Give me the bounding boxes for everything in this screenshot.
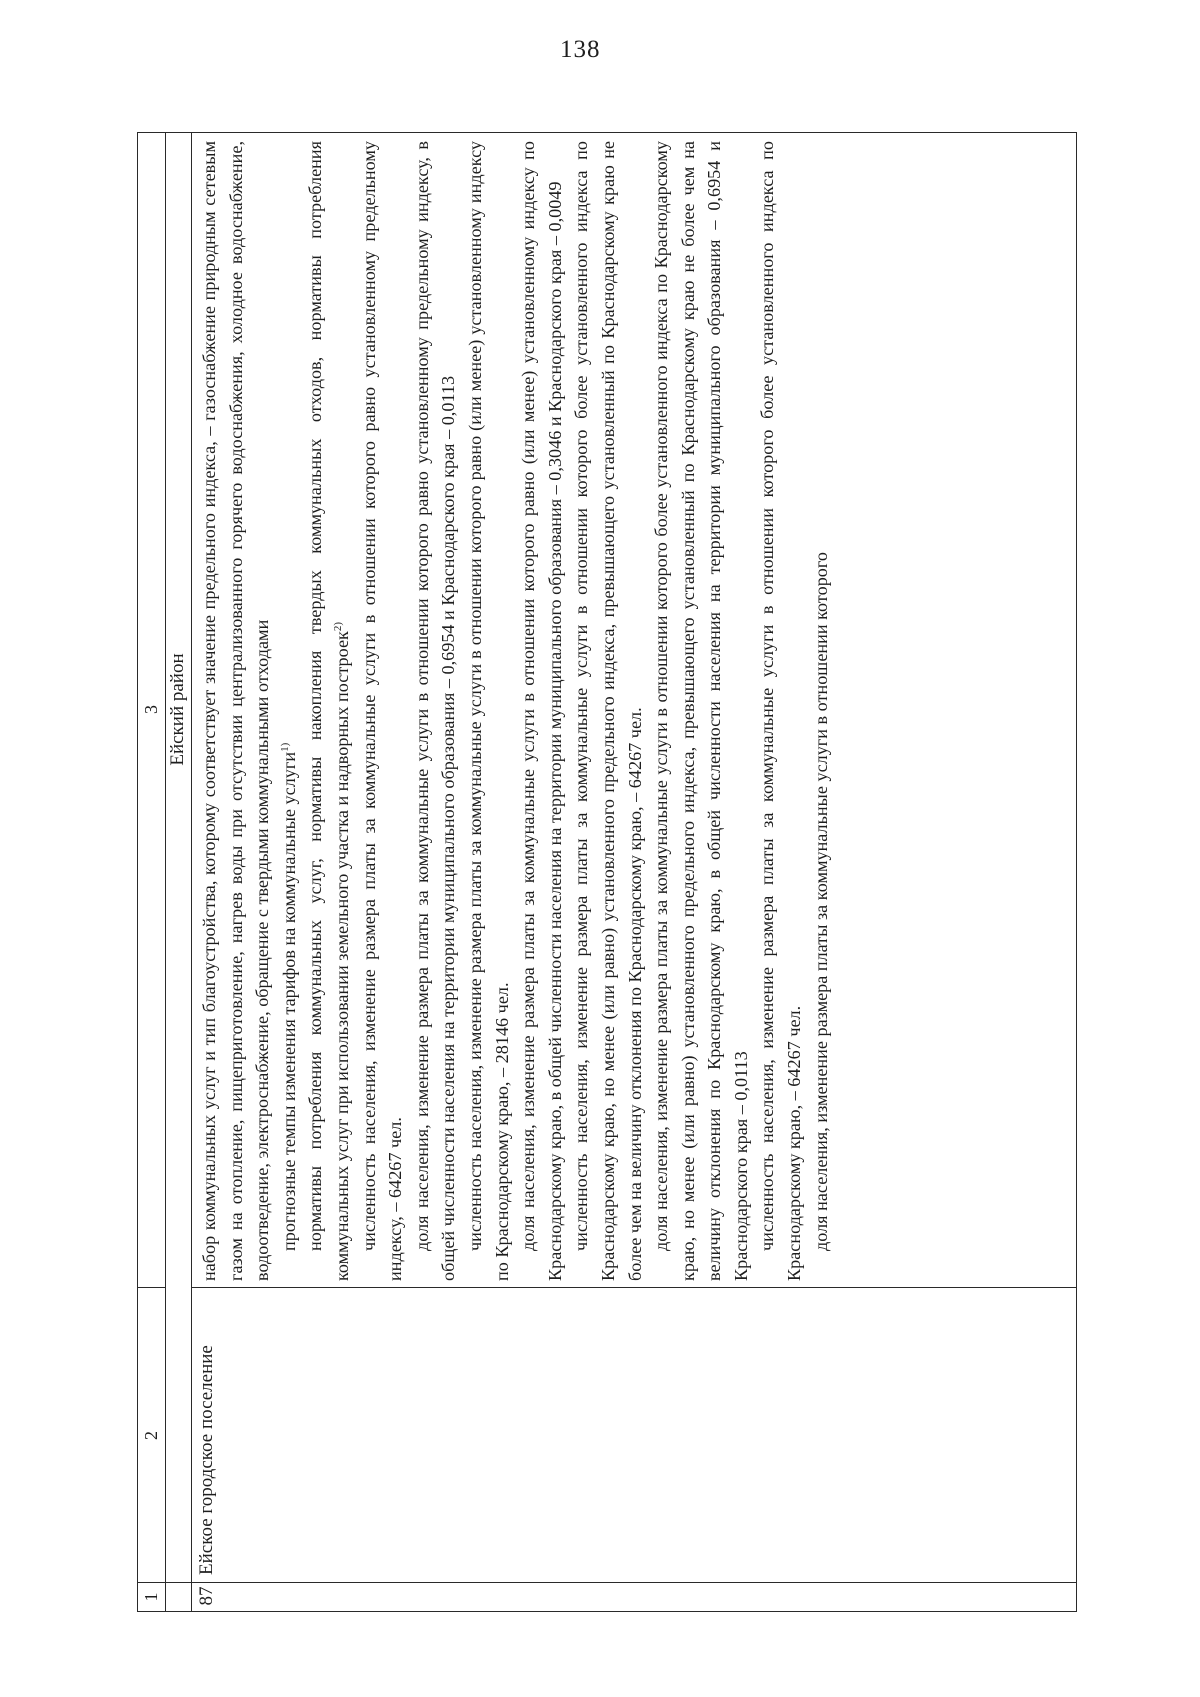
page-number: 138 (560, 36, 601, 63)
population-above-regional-within-deviation: численность населения, изменение размера платы за коммунальные услуги в отношении которого более установленного индекса по Краснодарскому краю, но менее (или равно) установленного предельного индекса, превышающего установленный по Краснодарскому краю не более чем на величину отклонения по Краснодарскому краю, – 64267 чел. (571, 141, 645, 1281)
column-divider-2 (191, 1287, 1076, 1288)
row-details (196, 141, 834, 1281)
services-set-text: набор коммунальных услуг и тип благоустройства, которому соответствует значение предельного индекса, – газоснабжение природным сетевым газом на отопление, пищеприготовление, нагрев воды при отсутствии централизованного горячего водоснабжения, холодное водоснабжение, водоотведение, электроснабжение, обращение с твердыми коммунальными отходами (199, 141, 273, 1281)
header-col-2: 2 (141, 1431, 161, 1440)
row-settlement-name: Ейское городское поселение (196, 1345, 217, 1575)
header-col-1: 1 (141, 1592, 161, 1602)
share-equal-limit: доля населения, изменение размера платы за коммунальные услуги в отношении которого равно установленному предельному индексу, в общей численности населения на территории муниципального образования – 0,6954 и Краснодарского края – 0,0113 (411, 141, 459, 1281)
share-below-regional-index: доля населения, изменение размера платы за коммунальные услуги в отношении которого равно (или менее) установленному индексу по Краснодарскому краю, в общей численности населения на территории муниципального образования – 0,3046 и Краснодарского края – 0,0049 (518, 141, 565, 1281)
data-table (137, 132, 1077, 1612)
rotated-table-container (137, 132, 1077, 1612)
column-divider-1 (138, 1582, 1076, 1583)
population-above-regional-index: численность населения, изменение размера платы за коммунальные услуги в отношении которого более установленного индекса по Краснодарскому краю, – 64267 чел. (757, 141, 805, 1281)
table-header-row (138, 133, 166, 1611)
population-equal-limit: численность населения, изменение размера платы за коммунальные услуги в отношении которого равно установленному предельному индексу, – 64267 чел. (358, 141, 406, 1281)
tariff-forecast-text: прогнозные темпы изменения тарифов на коммунальные услуги$^{1)}$ (278, 742, 299, 1251)
footnote-1: 1) (278, 742, 291, 752)
share-above-regional-within-deviation: доля населения, изменение размера платы за коммунальные услуги в отношении которого более установленного индекса по Краснодарскому краю, но менее (или равно) установленного предельного индекса, превышающего установленный по Краснодарскому краю не более чем на величину отклонения по Краснодарскому краю, в общей численности населения на территории муниципального образования – 0,6954 и Краснодарского края – 0,0113 (651, 141, 751, 1281)
row-number: 87 (196, 1586, 217, 1606)
population-below-regional-index: численность населения, изменение размера платы за коммунальные услуги в отношении которого равно (или менее) установленному индексу по Краснодарскому краю, – 28146 чел. (464, 141, 512, 1281)
district-title: Ейский район (167, 653, 188, 766)
footnote-2: 2) (331, 621, 344, 632)
column-divider-2-header (138, 1287, 165, 1288)
header-col-3: 3 (141, 705, 161, 714)
share-above-regional-index: доля населения, изменение размера платы за коммунальные услуги в отношении которого (810, 552, 831, 1251)
norms-text: нормативы потребления коммунальных услуг, нормативы накопления твердых коммунальных отходов, нормативы потребления коммунальных услуг при использовании земельного участка и надворных построек$^{2)}$ (305, 141, 352, 1281)
district-row (165, 133, 192, 1611)
